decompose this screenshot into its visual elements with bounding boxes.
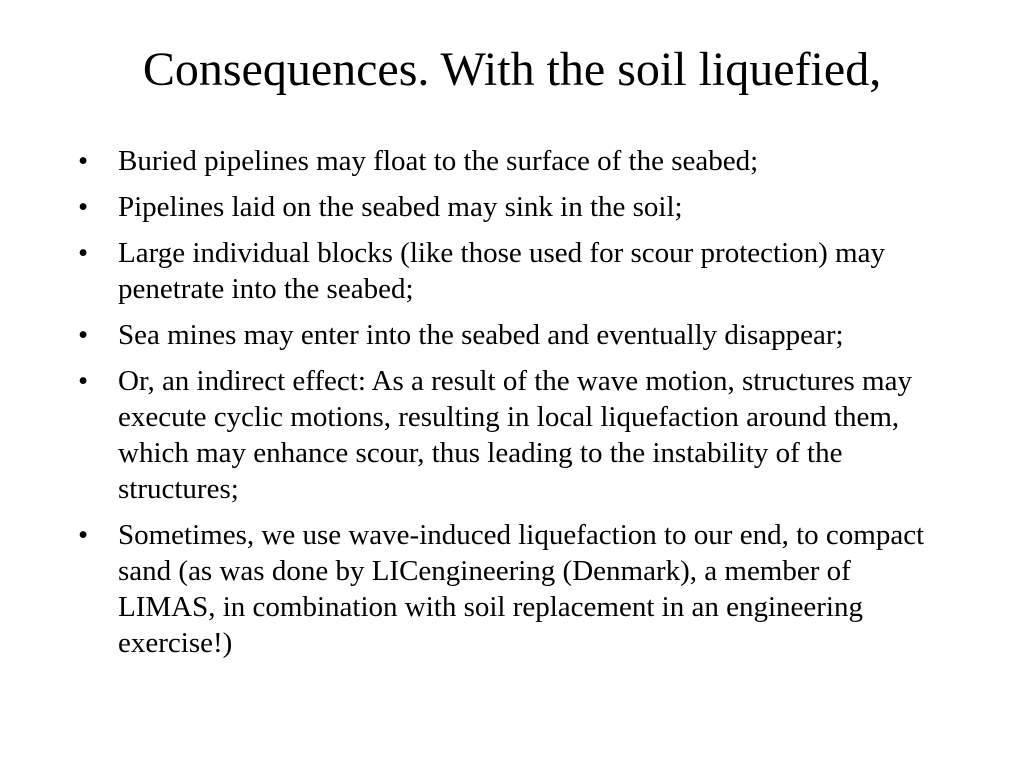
bullet-text: Or, an indirect effect: As a result of the wave motion, structures may execute cyclic motions, resulting in local liquefaction around them, which may enhance scour, thus leading to the instability of the structures; [118,365,912,505]
bullet-icon: • [78,519,89,551]
bullet-list [0,143,1024,671]
slide-title: Consequences. With the soil liquefied, [142,43,882,96]
bullet-text: Sometimes, we use wave-induced liquefaction to our end, to compact sand (as was done by LICengineering (Denmark), a member of LIMAS, in combination with soil replacement in an engineering exercise!) [118,519,925,659]
bullet-icon: • [78,319,89,351]
bullet-item [78,517,938,661]
bullet-item [78,317,938,353]
bullet-item [78,189,938,225]
bullet-item [78,235,938,307]
bullet-text: Pipelines laid on the seabed may sink in the soil; [118,191,683,223]
bullet-icon: • [78,365,89,397]
bullet-icon: • [78,237,89,269]
bullet-text: Buried pipelines may float to the surface of the seabed; [118,145,759,177]
bullet-icon: • [78,191,89,223]
bullet-text: Large individual blocks (like those used for scour protection) may penetrate into the seabed; [118,237,885,305]
bullet-item [78,143,938,179]
bullet-icon: • [78,145,89,177]
bullet-item [78,363,938,507]
bullet-text: Sea mines may enter into the seabed and eventually disappear; [118,319,844,351]
